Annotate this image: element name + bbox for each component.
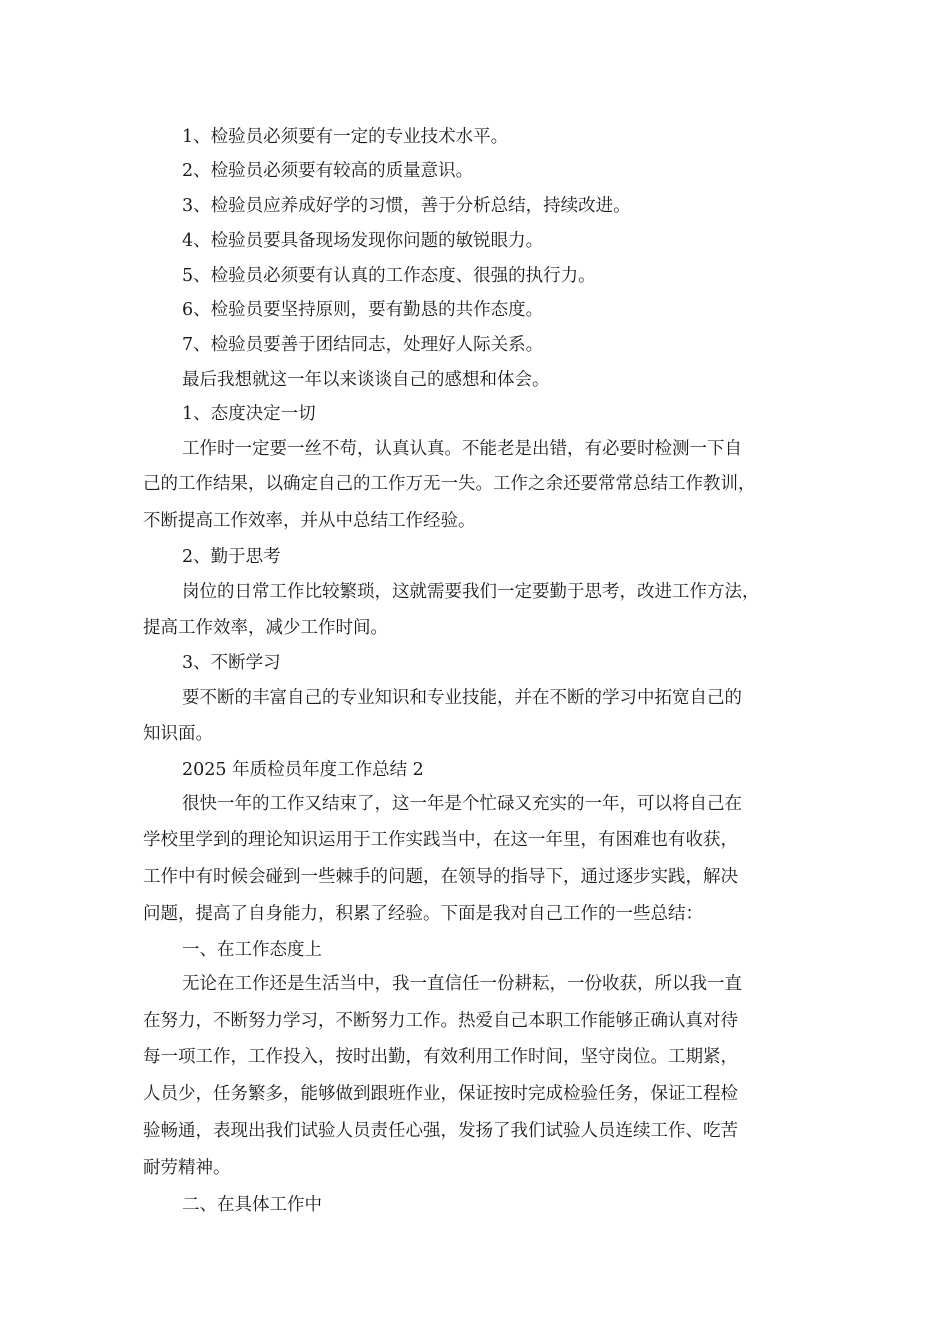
list-item-1: 1、检验员必须要有一定的专业技术水平。 — [182, 127, 509, 147]
list-item-7: 7、检验员要善于团结同志，处理好人际关系。 — [182, 335, 544, 355]
paragraph-line: 提高工作效率，减少工作时间。 — [143, 618, 388, 638]
paragraph-line: 知识面。 — [143, 724, 213, 744]
list-item-2: 2、检验员必须要有较高的质量意识。 — [182, 161, 474, 181]
paragraph-line: 工作中有时候会碰到一些棘手的问题，在领导的指导下，通过逐步实践，解决 — [143, 867, 738, 887]
section-heading: 二、在具体工作中 — [182, 1195, 322, 1215]
list-item-3: 3、检验员应养成好学的习惯，善于分析总结，持续改进。 — [182, 196, 631, 216]
paragraph-line: 己的工作结果，以确定自己的工作万无一失。工作之余还要常常总结工作教训， — [143, 474, 756, 494]
paragraph-line: 每一项工作，工作投入，按时出勤，有效利用工作时间，坚守岗位。工期紧， — [143, 1047, 738, 1067]
paragraph-line: 很快一年的工作又结束了，这一年是个忙碌又充实的一年，可以将自己在 — [182, 794, 742, 814]
section-heading: 2、勤于思考 — [182, 547, 281, 567]
paragraph-line: 在努力，不断努力学习，不断努力工作。热爱自己本职工作能够正确认真对待 — [143, 1011, 738, 1031]
paragraph-line: 要不断的丰富自己的专业知识和专业技能，并在不断的学习中拓宽自己的 — [182, 688, 742, 708]
paragraph-line: 耐劳精神。 — [143, 1158, 231, 1178]
list-item-6: 6、检验员要坚持原则，要有勤恳的共作态度。 — [182, 300, 544, 320]
section-heading: 一、在工作态度上 — [182, 940, 322, 960]
paragraph-line: 不断提高工作效率，并从中总结工作经验。 — [143, 511, 476, 531]
section-heading: 1、态度决定一切 — [182, 404, 316, 424]
paragraph-line: 人员少，任务繁多，能够做到跟班作业，保证按时完成检验任务，保证工程检 — [143, 1084, 738, 1104]
paragraph-line: 最后我想就这一年以来谈谈自己的感想和体会。 — [182, 370, 550, 390]
paragraph-line: 岗位的日常工作比较繁琐，这就需要我们一定要勤于思考，改进工作方法， — [182, 582, 760, 602]
paragraph-line: 学校里学到的理论知识运用于工作实践当中，在这一年里，有困难也有收获， — [143, 830, 738, 850]
section-heading: 3、不断学习 — [182, 653, 281, 673]
paragraph-line: 工作时一定要一丝不苟，认真认真。不能老是出错，有必要时检测一下自 — [182, 439, 742, 459]
paragraph-line: 验畅通，表现出我们试验人员责任心强，发扬了我们试验人员连续工作、吃苦 — [143, 1121, 738, 1141]
paragraph-line: 问题，提高了自身能力，积累了经验。下面是我对自己工作的一些总结： — [143, 904, 703, 924]
paragraph-line: 无论在工作还是生活当中，我一直信任一份耕耘，一份收获，所以我一直 — [182, 974, 742, 994]
list-item-5: 5、检验员必须要有认真的工作态度、很强的执行力。 — [182, 266, 596, 286]
document-subtitle: 2025 年质检员年度工作总结 2 — [182, 760, 424, 780]
list-item-4: 4、检验员要具备现场发现你问题的敏锐眼力。 — [182, 231, 544, 251]
